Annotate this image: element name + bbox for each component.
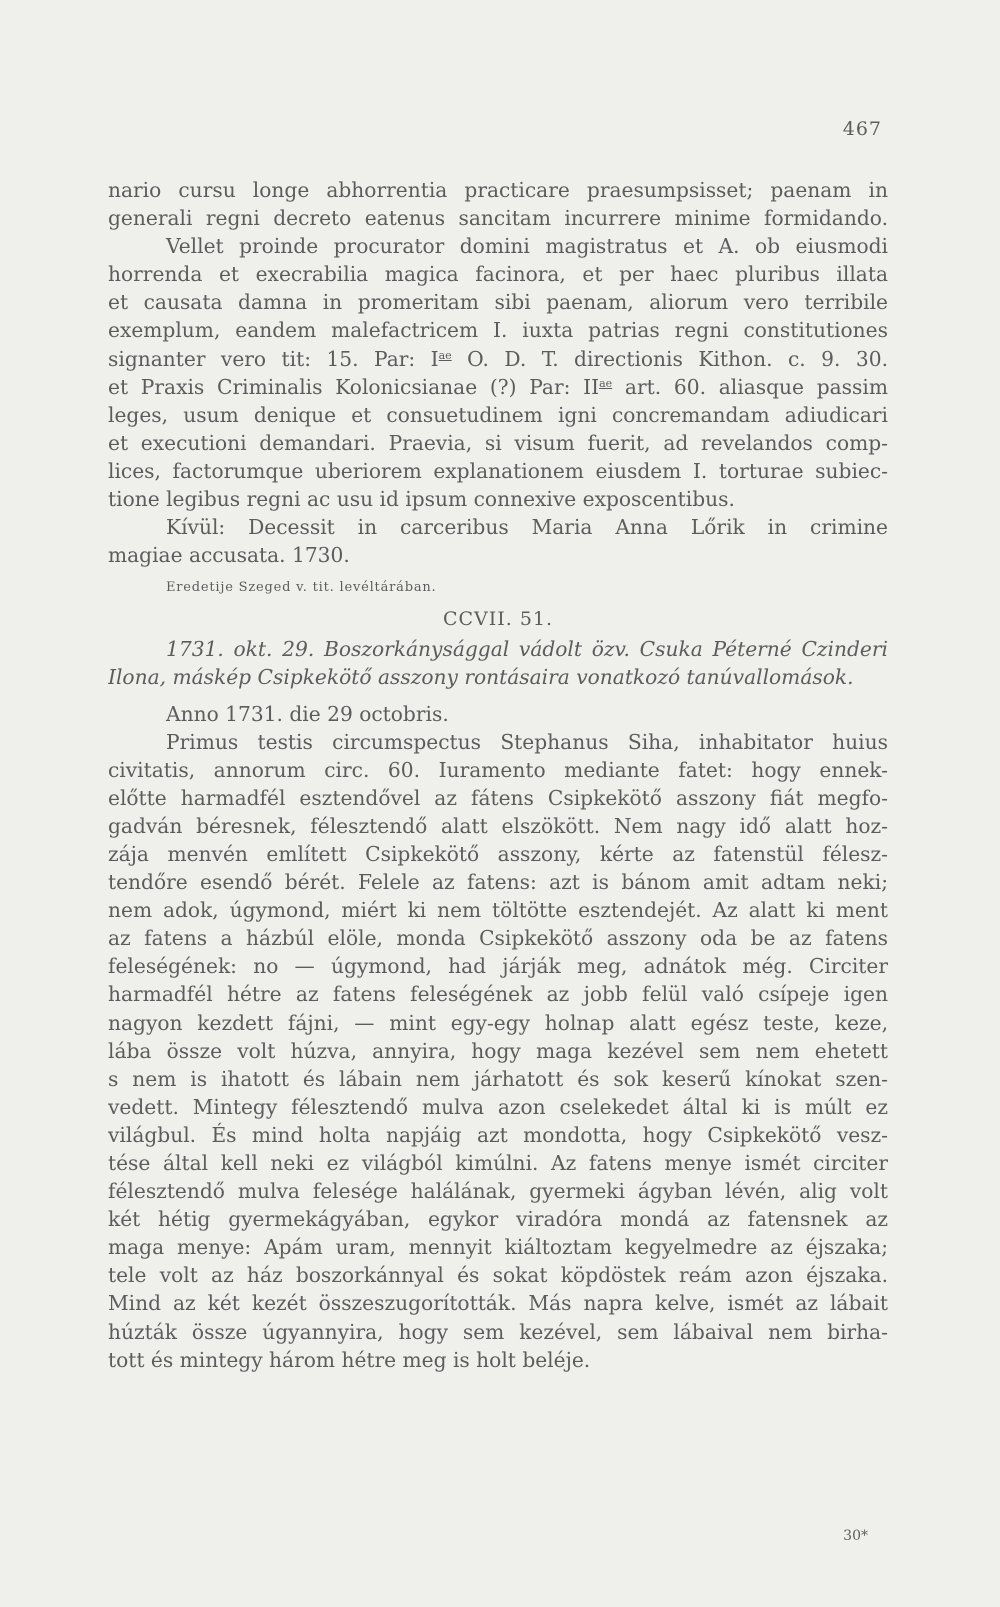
paragraph-latin-sentence <box>108 176 888 513</box>
text-line: lába össze volt húzva, annyira, hogy maga kezével sem nem ehetett <box>108 1038 888 1063</box>
text-line: tése által kell neki ez világból kimúlni. Az fatens menye ismét circiter <box>108 1151 888 1175</box>
superscript: ae <box>438 348 452 362</box>
text-line: világbul. És mind holta napjáig azt mondotta, hogy Csipkekötő vesz- <box>108 1122 888 1147</box>
text-line: tione legibus regni ac usu id ipsum connexive exposcentibus. <box>108 487 735 512</box>
text-line: két hétig gyermekágyában, egykor viradóra mondá az fatensnek az <box>108 1207 888 1232</box>
text-line: tele volt az ház boszorkánnyal és sokat köpdöstek reám azon éjszaka. <box>108 1263 888 1288</box>
testimony <box>108 728 888 1374</box>
text-line <box>108 373 888 401</box>
text-line: et causata damna in promeritam sibi paenam, aliorum vero terribile <box>108 290 888 315</box>
heading-line: 1731. okt. 29. Boszorkánysággal vádolt özv. Csuka Péterné Czinderi <box>166 637 888 662</box>
superscript: ae <box>599 376 613 390</box>
text-line: generali regni decreto eatenus sancitam incurrere minime formidando. <box>108 206 888 231</box>
spacer <box>108 692 888 700</box>
text-line: civitatis, annorum circ. 60. Iuramento mediante fatet: hogy ennek- <box>108 757 888 782</box>
text-line: gadván béresnek, félesztendő alatt elszökött. Nem nagy idő alatt hoz- <box>108 813 888 838</box>
page-number: 467 <box>842 118 882 140</box>
signature-mark: 30* <box>843 1528 868 1544</box>
text-line: nem adok, úgymond, miért ki nem töltötte esztendejét. Az alatt ki ment <box>108 898 888 923</box>
text-line: harmadfél hétre az fatens feleségének az jobb felül való csípeje igen <box>108 982 888 1007</box>
text-line: zája menvén említett Csipkekötő asszony, kérte az fatenstül félesz- <box>108 841 888 866</box>
text-line: húzták össze úgyannyira, hogy sem kezével, sem lábaival nem birha- <box>108 1319 888 1344</box>
text-line: félesztendő mulva felesége halálának, gyermeki ágyban lévén, alig volt <box>108 1179 888 1204</box>
text-line: Vellet proinde procurator domini magistratus et A. ob eiusmodi <box>166 234 888 259</box>
document-number: CCVII. 51. <box>442 608 554 631</box>
text-line: vedett. Mintegy félesztendő mulva azon cselekedet által ki is múlt ez <box>108 1094 888 1119</box>
paragraph-endorsement <box>108 513 888 569</box>
document-heading <box>108 635 888 691</box>
text-line: nagyon kezdett fájni, — mint egy-egy holnap alatt egész teste, keze, <box>108 1010 888 1035</box>
text-line: maga menye: Apám uram, mennyit kiáltoztam kegyelmedre az éjszaka; <box>108 1235 888 1260</box>
text-line: az fatens a házbúl elöle, monda Csipkekötő asszony oda be az fatens <box>108 926 888 951</box>
text-line: Mind az két kezét összeszugorították. Más napra kelve, ismét az lábait <box>108 1291 888 1316</box>
text-line: feleségének: no — úgymond, had járják meg, adnátok még. Circiter <box>108 954 888 979</box>
text-line: előtte harmadfél esztendővel az fátens Csipkekötő asszony fiát megfo- <box>108 785 888 810</box>
text-line: lices, factorumque uberiorem explanationem eiusdem I. torturae subiec- <box>108 458 888 483</box>
text-fragment: art. 60. aliasque passim <box>612 374 888 399</box>
text-fragment: et Praxis Criminalis Kolonicsianae (?) Par: II <box>108 374 600 399</box>
text-line: magiae accusata. 1730. <box>108 543 350 568</box>
text-line: et executioni demandari. Praevia, si visum fuerit, ad revelandos comp- <box>108 430 888 455</box>
text-fragment: signanter vero tit: 15. Par: I <box>108 346 439 371</box>
date-line: Anno 1731. die 29 octobris. <box>166 701 449 726</box>
text-line: nario cursu longe abhorrentia practicare praesumpsisset; paenam in <box>108 178 888 202</box>
text-line: tott és mintegy három hétre meg is holt beléje. <box>108 1347 591 1372</box>
text-fragment: O. D. T. directionis Kithon. c. 9. 30. <box>451 346 888 371</box>
text-line: Kívül: Decessit in carceribus Maria Anna Lőrik in crimine <box>166 515 888 540</box>
page-body <box>108 176 888 1374</box>
text-line: Primus testis circumspectus Stephanus Siha, inhabitator huius <box>166 729 888 754</box>
text-line: tendőre esendő bérét. Felele az fatens: azt is bánom amit adtam neki; <box>108 870 888 895</box>
text-line: horrenda et execrabilia magica facinora, et per haec pluribus illata <box>108 262 888 287</box>
text-line <box>108 345 888 373</box>
source-note: Eredetije Szeged v. tit. levéltárában. <box>166 580 437 596</box>
heading-line: Ilona, máskép Csipkekötő asszony rontásaira vonatkozó tanúvallomások. <box>108 665 854 690</box>
text-line: s nem is ihatott és lábain nem járhatott és sok keserű kínokat szen- <box>108 1066 888 1091</box>
text-line: exemplum, eandem malefactricem I. iuxta patrias regni constitutiones <box>108 318 888 343</box>
text-line: leges, usum denique et consuetudinem igni concremandam adiudicari <box>108 402 888 427</box>
